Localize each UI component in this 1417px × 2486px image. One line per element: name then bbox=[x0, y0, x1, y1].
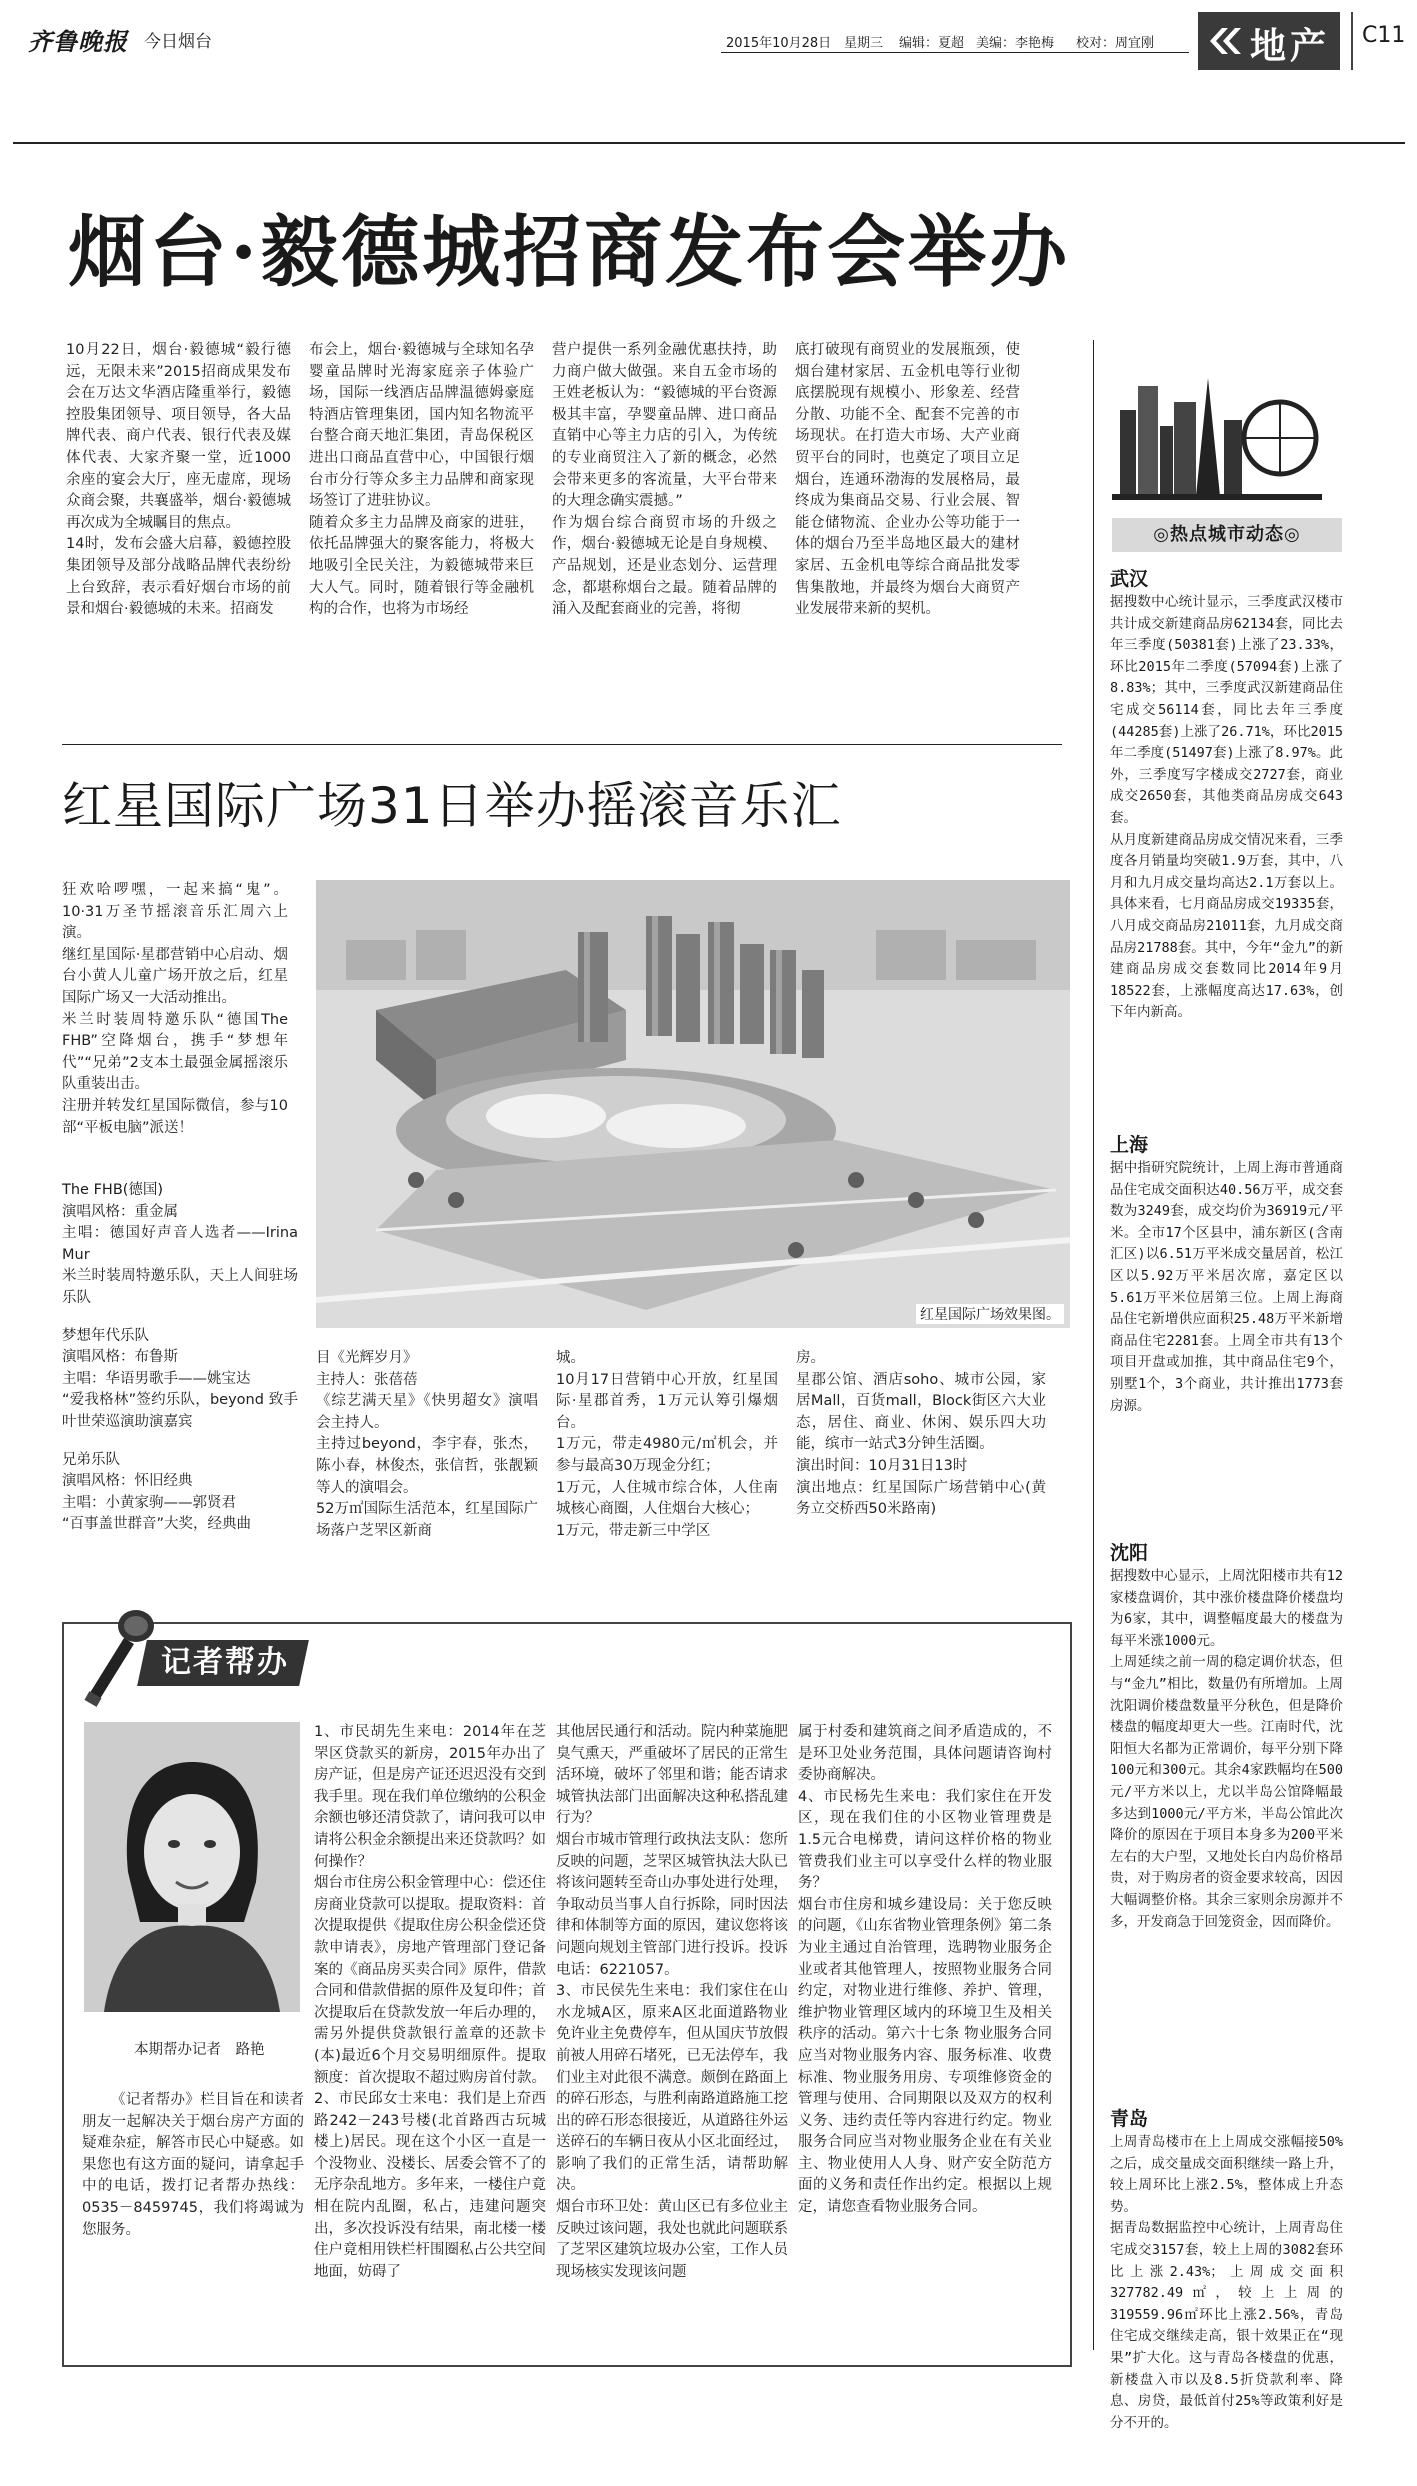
plaza-rendering bbox=[316, 880, 1070, 1328]
band-line: “爱我格林”签约乐队，beyond 致手叶世荣巡演助演嘉宾 bbox=[62, 1392, 298, 1430]
band-line: 演唱风格：重金属 bbox=[62, 1203, 178, 1220]
city-name-wuhan: 武汉 bbox=[1110, 568, 1149, 590]
bands-block bbox=[62, 1180, 298, 1536]
article2-col2: 目《光辉岁月》 主持人：张蓓蓓 《综艺满天星》《快男超女》演唱会主持人。 主持过beyond，李宇春，张杰，陈小春，林俊杰，张信哲，张靓颖等人的演唱会。 52万㎡国际生活范本，红星国际广场落户芝罘区新商 bbox=[316, 1350, 538, 1539]
band-line: 主唱：德国好声音人选者——Irina Mur bbox=[62, 1225, 298, 1263]
sidebar-divider bbox=[1093, 340, 1094, 2350]
city-text-wuhan: 据搜数中心统计显示，三季度武汉楼市共计成交新建商品房62134套，同比去年三季度(50381套)上涨了23.33%，环比2015年二季度(57094套)上涨了8.83%；其中，三季度武汉新建商品住宅成交56114套，同比去年三季度(44285套)上涨了26.71%，环比2015年二季度(51497套)上涨了8.97%。此外，三季度写字楼成交2727套，商业成交2650套，其他类商品房成交643套。 从月度新建商品房成交情况来看，三季度各月销量均突破1.9万套，其中，八月和九月成交量均高达2.1万套以上。具体来看，七月商品房成交19335套，八月成交商品房21011套，九月成交商品房21788套。其中，今年“金九”的新建商品房成交套数同比2014年9月18522套，上涨幅度高达17.63%，创下年内新高。 bbox=[1110, 594, 1343, 1021]
band-entry bbox=[62, 1326, 298, 1434]
header-editor: 编辑：夏超 bbox=[899, 36, 965, 51]
header-proofreader: 校对：周宜刚 bbox=[1076, 36, 1155, 51]
chevron-left-icon bbox=[1208, 26, 1242, 56]
band-name: 兄弟乐队 bbox=[62, 1451, 120, 1468]
section-name: 地产 bbox=[1250, 26, 1331, 67]
helpdesk-col2: 1、市民胡先生来电：2014年在芝罘区贷款买的新房，2015年办出了房产证，但是房产证还迟迟没有交到我手里。现在我们单位缴纳的公积金余额也够还清贷款了，请问我可以申请将公积金余额提出来还贷款吗？如何操作？ 烟台市住房公积金管理中心：偿还住房商业贷款可以提取。提取资料：首次提取提供《提取住房公积金偿还贷款申请表》，房地产管理部门登记备案的《商品房买卖合同》原件，借款合同和借款借据的原件及复印件；首次提取后在贷款发放一年后办理的，需另外提供贷款银行盖章的还款卡(本)最近6个月交易明细原件。提取额度：首次提取不超过购房首付款。 2、市民邱女士来电：我们是上夼西路242－243号楼(北首路西古玩城楼上)居民。现在这个小区一直是一个没物业、没楼长、居委会管不了的无序杂乱地方。多年来，一楼住户竟相在院内乱圈，私占，违建问题突出，多次投诉没有结果，南北楼一楼住户竟相用铁栏杆围圈私占公共空间地面，妨碍了 bbox=[314, 1724, 546, 2280]
article2-title: 红星国际广场31日举办摇滚音乐汇 bbox=[62, 777, 842, 835]
section-tab bbox=[1198, 12, 1340, 70]
rendering-caption: 红星国际广场效果图。 bbox=[916, 1304, 1064, 1324]
article1-col4: 底打破现有商贸业的发展瓶颈，使烟台建材家居、五金机电等行业彻底摆脱现有规模小、形象差、经营分散、功能不全、配套不完善的市场现状。在打造大市场、大产业商贸平台的同时，也奠定了项目立足烟台，连通环渤海的发展格局，最终成为集商品交易、行业会展、智能仓储物流、企业办公等功能于一体的烟台乃至半岛地区最大的建材家居、五金机电等综合商品批发零售集散地，并最终为烟台大商贸产业发展带来新的契机。 bbox=[795, 342, 1020, 618]
band-line: 米兰时装周特邀乐队，天上人间驻场乐队 bbox=[62, 1268, 298, 1306]
hot-city bbox=[1110, 1540, 1343, 2098]
hot-city-list bbox=[1110, 566, 1343, 2486]
header-weekday: 星期三 bbox=[844, 36, 884, 51]
hot-city bbox=[1110, 2106, 1343, 2486]
reporter-portrait-illustration bbox=[84, 1722, 300, 2012]
helpdesk-col4: 属于村委和建筑商之间矛盾造成的，不是环卫处业务范围，具体问题请咨询村委协商解决。 4、市民杨先生来电：我们家住在开发区，现在我们住的小区物业管理费是1.5元合电梯费，请问这样价格的物业管费我们业主可以享受什么样的物业服务？ 烟台市住房和城乡建设局：关于您反映的问题，《山东省物业管理条例》第二条为业主通过自治管理，选聘物业服务企业或者其他管理人，按照物业服务合同约定，对物业进行维修、养护、管理，维护物业管理区域内的环境卫生及相关秩序的活动。第六十七条 物业服务合同应当对物业服务内容、服务标准、收费标准、物业服务用房、专项维修资金的管理与使用、合同期限以及双方的权利义务、违约责任等内容进行约定。物业服务合同应当对物业服务企业在有关业主、物业使用人人身、财产安全防范方面的义务和责任作出约定。根据以上规定，请您查看物业服务合同。 bbox=[798, 1724, 1052, 2216]
reporter-photo bbox=[84, 1722, 300, 2012]
city-text-shenyang: 据搜数中心显示，上周沈阳楼市共有12家楼盘调价，其中涨价楼盘降价楼盘均为6家，其中，调整幅度最大的楼盘为每平米涨1000元。 上周延续之前一周的稳定调价状态，但与“金九”相比，数量仍有所增加。上周沈阳调价楼盘数量平分秋色，但是降价楼盘的幅度却更大一些。江南时代，沈阳恒大名都为正常调价，每平分别下降100元和300元。其余4家跌幅均在500元/平方米以上，尤以半岛公馆降幅最多达到1000元/平方米，半岛公馆此次降价的原因在于项目本身多为200平米左右的大户型，又地处长白内岛价格昂贵，对于购房者的资金要求较高，因因大幅调整价格。其余三家则余房源并不多，开发商急于回笼资金，因而降价。 bbox=[1110, 1568, 1343, 1930]
city-name-qingdao: 青岛 bbox=[1110, 2108, 1149, 2130]
hot-city bbox=[1110, 566, 1343, 1124]
city-name-shenyang: 沈阳 bbox=[1110, 1542, 1149, 1564]
article2-top-rule bbox=[62, 744, 1062, 745]
header-date: 2015年10月28日 bbox=[726, 36, 832, 51]
article2-col4: 房。 星郡公馆、酒店soho、城市公园，家居Mall，百货mall，Block街区六大业态，居住、商业、休闲、娱乐四大功能，缤市一站式3分钟生活圈。 演出时间：10月31日13时 演出地点：红星国际广场营销中心(黄务立交桥西50米路南) bbox=[796, 1350, 1046, 1518]
city-skyline-icon bbox=[1112, 372, 1322, 512]
band-name: 梦想年代乐队 bbox=[62, 1327, 149, 1344]
header-underline bbox=[721, 52, 1189, 53]
edition-name: 今日烟台 bbox=[144, 32, 212, 52]
band-line: “百事盖世群音”大奖，经典曲 bbox=[62, 1516, 252, 1533]
masthead bbox=[6, 8, 1411, 83]
city-text-shanghai: 据中指研究院统计，上周上海市普通商品住宅成交面积达40.56万平，成交套数为3249套，成交均价为36919元/平米。全市17个区县中，浦东新区(含南汇区)以6.51万平米成交量居首，松江区以5.92万平米居次席，嘉定区以5.61万平米位居第三位。上周上海商品住宅新增供应面积25.48万平米新增商品住宅2281套。上周全市共有13个项目开盘或加推，其中商品住宅9个，别墅1个，3个商业，共计推出1773套房源。 bbox=[1110, 1160, 1343, 1414]
helpdesk-col3: 其他居民通行和活动。院内种菜施肥臭气熏天，严重破坏了居民的正常生活环境，破坏了邻里和谐；能否请求城管执法部门出面解决这种私搭乱建行为？ 烟台市城市管理行政执法支队：您所反映的问题，芝罘区城管执法大队已将该问题转至奇山办事处进行处理，争取动员当事人自行拆除，同时因法律和体制等方面的原因，建议您将该问题向规划主管部门进行投诉。投诉电话：6221057。 3、市民侯先生来电：我们家住在山水龙城A区，原来A区北面道路物业免许业主免费停车，但从国庆节放假前被人用碎石堵死，已无法停车，我们业主对此很不满意。颇倒在路面上的碎石形态，与胜利南路道路施工挖出的碎石形态很接近，从道路往外运送碎石的车辆日夜从小区北面经过，影响了我们的正常生活，请帮助解决。 烟台市环卫处：黄山区已有多位业主反映过该问题，我处也就此问题联系了芝罘区建筑垃圾办公室，工作人员现场核实发现该问题 bbox=[556, 1724, 788, 2280]
city-name-shanghai: 上海 bbox=[1110, 1134, 1149, 1156]
article1-col1: 10月22日，烟台·毅德城“毅行德远，无限未来”2015招商成果发布会在万达文华酒店隆重举行，毅德控股集团领导、项目领导，各大品牌代表、商户代表、银行代表及媒体代表、大家齐聚一堂，近1000余座的宴会大厅，座无虚席，现场众商会聚，共襄盛举，烟台·毅德城再次成为全城瞩目的焦点。 14时，发布会盛大启幕，毅德控股集团领导及部分战略品牌代表纷纷上台致辞，表示看好烟台市场的前景和烟台·毅德城的未来。招商发 bbox=[66, 342, 291, 618]
article1-title: 烟台·毅德城招商发布会举办 bbox=[68, 207, 1071, 298]
article1-col2: 布会上，烟台·毅德城与全球知名孕婴童品牌时光海家庭亲子体验广场，国际一线酒店品牌温德姆豪庭特酒店管理集团，国内知名物流平台整合商天地汇集团，青岛保税区进出口商品直营中心，中国银行烟台市分行等众多主力品牌和商家现场签订了进驻协议。 随着众多主力品牌及商家的进驻，依托品牌强大的聚客能力，将极大地吸引全民关注，为毅德城带来巨大人气。同时，随着银行等金融机构的合作，也将为市场经 bbox=[309, 342, 534, 618]
hot-title: ◎热点城市动态◎ bbox=[1112, 518, 1342, 552]
band-name: The FHB(德国) bbox=[62, 1182, 164, 1198]
band-line: 主唱：华语男歌手——姚宝达 bbox=[62, 1370, 251, 1387]
article2-intro: 狂欢哈啰嘿，一起来搞“鬼”。10·31万圣节摇滚音乐汇周六上演。 继红星国际·星郡营销中心启动、烟台小黄人儿童广场开放之后，红星国际广场又一大活动推出。 米兰时装周特邀乐队“德国The FHB”空降烟台，携手“梦想年代”“兄弟”2支本土最强金属摇滚乐队重装出击。 注册并转发红星国际微信，参与10部“平板电脑”派送！ bbox=[62, 882, 288, 1136]
city-text-qingdao: 上周青岛楼市在上上周成交涨幅接50%之后，成交量成交面积继续一路上升，较上周环比上涨2.5%，整体成上升态势。 据青岛数据监控中心统计，上周青岛住宅成交3157套，较上上周的3082套环比上涨2.43%；上周成交面积327782.49㎡，较上上周的319559.96㎡环比上涨2.56%，青岛住宅成交继续走高，银十效果正在“现果”扩大化。这与青岛各楼盘的优惠，新楼盘入市以及8.5折贷款利率、降息、房贷，最低首付25%等政策利好是分不开的。 bbox=[1110, 2134, 1343, 2431]
helpdesk-banner-label: 记者帮办 bbox=[161, 1645, 289, 1680]
plaza-rendering-illustration bbox=[316, 880, 1070, 1328]
article1-col3: 营户提供一系列金融优惠扶持，助力商户做大做强。来自五金市场的王姓老板认为：“毅德城的平台资源极其丰富，孕婴童品牌、进口商品直销中心等主力店的引入，为传统的专业商贸注入了新的概念，必然会带来更多的客流量，大平台带来的大理念确实震撼。” 作为烟台综合商贸市场的升级之作，烟台·毅德城无论是自身规模、产品规划，还是业态划分、运营理念，都堪称烟台之最。随着品牌的涌入及配套商业的完善，将彻 bbox=[552, 342, 778, 618]
reporter-caption: 本期帮办记者 路艳 bbox=[134, 2042, 265, 2058]
header-rule bbox=[13, 142, 1405, 144]
band-line: 演唱风格：怀旧经典 bbox=[62, 1473, 193, 1490]
band-entry bbox=[62, 1450, 298, 1536]
band-entry bbox=[62, 1180, 298, 1310]
header-art-editor: 美编：李艳梅 bbox=[976, 36, 1055, 51]
helpdesk-intro: 《记者帮办》栏目旨在和读者朋友一起解决关于烟台房产方面的疑难杂症，解答市民心中疑惑。如果您也有这方面的疑问，请拿起手中的电话，拨打记者帮办热线：0535－8459745，我们将竭诚为您服务。 bbox=[82, 2092, 304, 2238]
paper-name: 齐鲁晚报 bbox=[28, 27, 128, 56]
page-number: C11 bbox=[1362, 23, 1406, 48]
article2-col3: 城。 10月17日营销中心开放，红星国际·星郡首秀，1万元认筹引爆烟台。 1万元，带走4980元/㎡机会，并参与最高30万现金分红； 1万元，人住城市综合体，人住南城核心商圈，人住烟台大核心； 1万元，带走新三中学区 bbox=[556, 1350, 778, 1539]
band-line: 主唱：小黄家驹——郭贤君 bbox=[62, 1494, 236, 1511]
hot-city bbox=[1110, 1132, 1343, 1532]
band-line: 演唱风格：布鲁斯 bbox=[62, 1349, 178, 1366]
